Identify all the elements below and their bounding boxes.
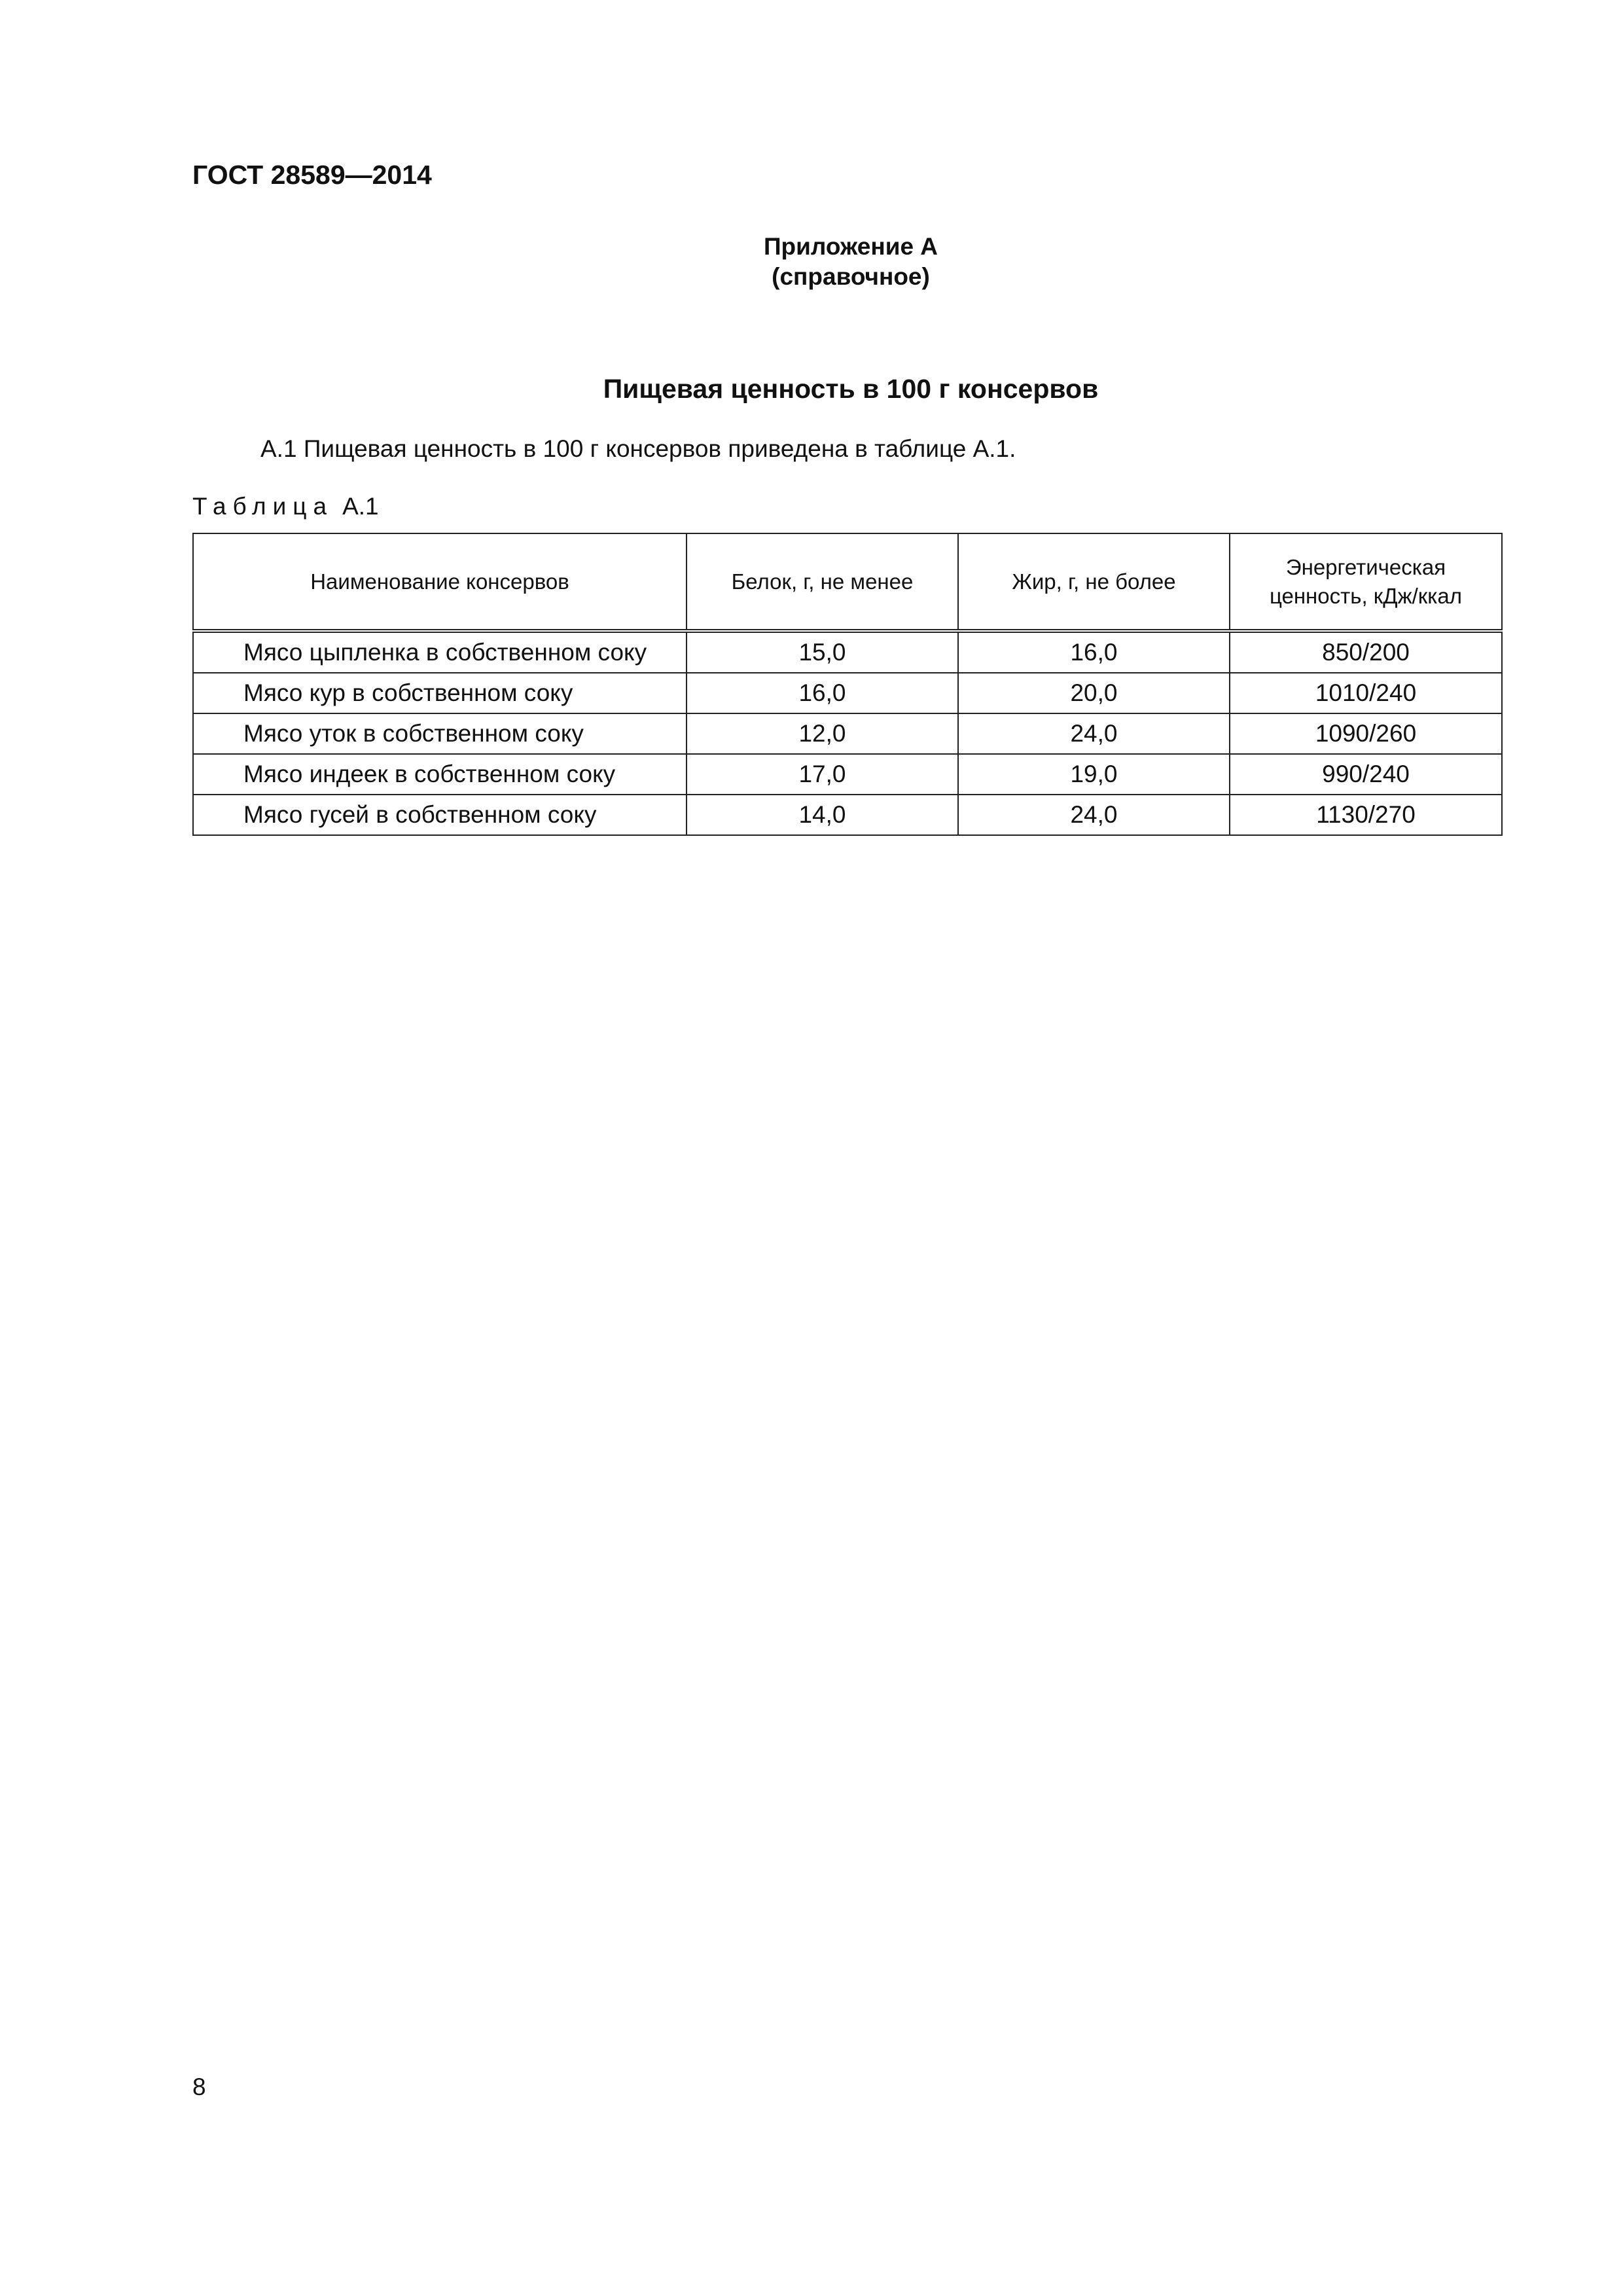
table-header-row (193, 533, 1502, 631)
cell-fat: 24,0 (958, 713, 1230, 754)
table-caption-word: Таблица (192, 493, 334, 520)
cell-name: Мясо гусей в собственном соку (193, 795, 687, 835)
table-row (193, 713, 1502, 754)
table-row (193, 673, 1502, 713)
header-fat: Жир, г, не более (958, 533, 1230, 631)
header-protein: Белок, г, не менее (687, 533, 958, 631)
nutrition-table (192, 533, 1503, 836)
cell-fat: 19,0 (958, 754, 1230, 795)
section-title: Пищевая ценность в 100 г консервов (603, 374, 1099, 404)
table-row (193, 631, 1502, 673)
cell-name: Мясо кур в собственном соку (193, 673, 687, 713)
cell-fat: 16,0 (958, 631, 1230, 673)
table-row (193, 754, 1502, 795)
cell-name: Мясо уток в собственном соку (193, 713, 687, 754)
cell-protein: 17,0 (687, 754, 958, 795)
header-energy: Энергетическая ценность, кДж/ккал (1230, 533, 1502, 631)
cell-name: Мясо цыпленка в собственном соку (193, 631, 687, 673)
appendix-subtitle: (справочное) (772, 263, 930, 290)
cell-energy: 1010/240 (1230, 673, 1502, 713)
page-number: 8 (192, 2073, 206, 2100)
table-row (193, 795, 1502, 835)
cell-fat: 20,0 (958, 673, 1230, 713)
appendix-heading (0, 232, 1623, 292)
cell-energy: 1130/270 (1230, 795, 1502, 835)
appendix-title: Приложение А (763, 233, 938, 260)
cell-fat: 24,0 (958, 795, 1230, 835)
cell-protein: 16,0 (687, 673, 958, 713)
cell-protein: 14,0 (687, 795, 958, 835)
intro-paragraph: А.1 Пищевая ценность в 100 г консервов приведена в таблице А.1. (260, 435, 1016, 462)
cell-name: Мясо индеек в собственном соку (193, 754, 687, 795)
table-caption (192, 493, 379, 520)
cell-energy: 990/240 (1230, 754, 1502, 795)
table-caption-number: А.1 (342, 493, 379, 520)
cell-protein: 15,0 (687, 631, 958, 673)
cell-protein: 12,0 (687, 713, 958, 754)
standard-code: ГОСТ 28589—2014 (192, 160, 432, 190)
cell-energy: 850/200 (1230, 631, 1502, 673)
header-name: Наименование консервов (193, 533, 687, 631)
cell-energy: 1090/260 (1230, 713, 1502, 754)
